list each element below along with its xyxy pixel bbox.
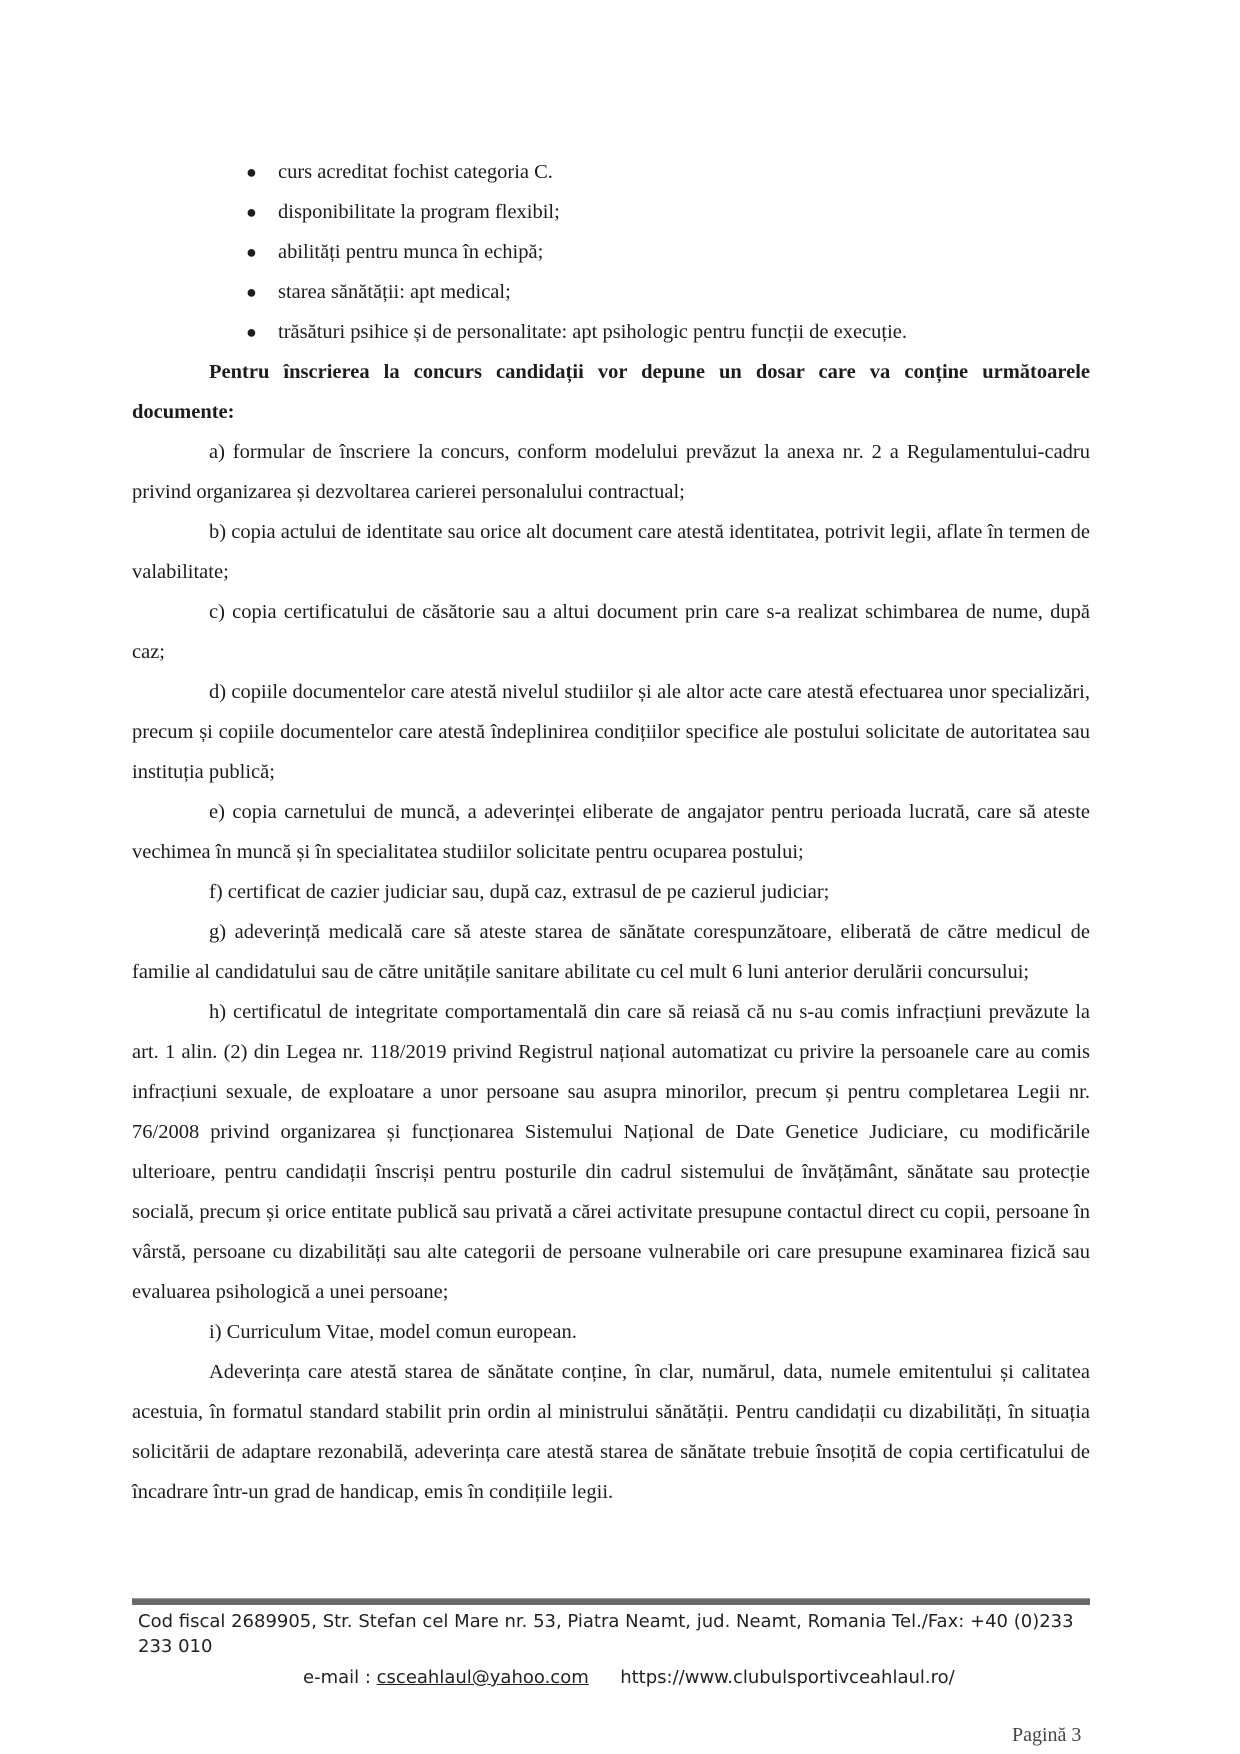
website-link[interactable]: https://www.clubulsportivceahlaul.ro/ (620, 1667, 955, 1688)
requirements-list (132, 152, 1090, 352)
documents-heading: Pentru înscrierea la concurs candidații vor depune un dosar care va conține următoarele documente: (132, 361, 1090, 423)
page-number: Pagină 3 (1012, 1724, 1082, 1746)
document-item-f: f) certificat de cazier judiciar sau, după caz, extrasul de pe cazierul judiciar; (209, 881, 830, 903)
bullet-icon: ● (246, 162, 257, 182)
document-item-b: b) copia actului de identitate sau orice alt document care atestă identitatea, potrivit legii, aflate în termen de valabilitate; (132, 521, 1090, 583)
document-item-i: i) Curriculum Vitae, model comun european. (209, 1321, 577, 1343)
bullet-icon: ● (246, 242, 257, 262)
list-item: ● disponibilitate la program flexibil; (132, 192, 1090, 232)
page-footer (138, 1609, 1088, 1690)
bullet-icon: ● (246, 322, 257, 342)
list-item: ● trăsături psihice și de personalitate: apt psihologic pentru funcții de execuție. (132, 312, 1090, 352)
document-item-d: d) copiile documentelor care atestă nivelul studiilor și ale altor acte care atestă efectuarea unor specializări, precum și copiile documentelor care atestă îndeplinirea condițiilor specifice ale postului solicitate de autoritatea sau instituția publică; (132, 681, 1090, 783)
email-label: e-mail : (303, 1667, 371, 1688)
list-item: ● curs acreditat fochist categoria C. (132, 152, 1090, 192)
footer-address: Cod fiscal 2689905, Str. Stefan cel Mare nr. 53, Piatra Neamt, jud. Neamt, Romania Tel./Fax: +40 (0)233 233 010 (138, 1611, 1074, 1657)
document-item-e: e) copia carnetului de muncă, a adeverinței eliberate de angajator pentru perioada lucrată, care să ateste vechimea în muncă și în specialitatea studiilor solicitate pentru ocuparea postului; (132, 801, 1090, 863)
email-link[interactable]: csceahlaul@yahoo.com (376, 1667, 589, 1688)
document-item-h: h) certificatul de integritate comportamentală din care să reiasă că nu s-au comis infracțiuni prevăzute la art. 1 alin. (2) din Legea nr. 118/2019 privind Registrul național automatizat cu privire la persoanele care au comis infracțiuni sexuale, de exploatare a unor persoane sau asupra minorilor, precum și pentru completarea Legii nr. 76/2008 privind organizarea și funcționarea Sistemului Național de Date Genetice Judiciare, cu modificările ulterioare, pentru candidații înscriși pentru posturile din cadrul sistemului de învățământ, sănătate sau protecție socială, precum și orice entitate publică sau privată a cărei activitate presupune contactul direct cu copii, persoane în vârstă, persoane cu dizabilități sau alte categorii de persoane vulnerabile ori care presupune examinarea fizică sau evaluarea psihologică a unei persoane; (132, 1001, 1090, 1303)
document-item-g: g) adeverință medicală care să ateste starea de sănătate corespunzătoare, eliberată de către medicul de familie al candidatului sau de către unitățile sanitare abilitate cu cel mult 6 luni anterior derulării concursului; (132, 921, 1090, 983)
list-item: ● abilități pentru munca în echipă; (132, 232, 1090, 272)
closing-paragraph: Adeverința care atestă starea de sănătate conține, în clar, numărul, data, numele emitentului și calitatea acestuia, în formatul standard stabilit prin ordin al ministrului sănătății. Pentru candidații cu dizabilități, în situația solicitării de adaptare rezonabilă, adeverința care atestă starea de sănătate trebuie însoțită de copia certificatului de încadrare într-un grad de handicap, emis în condițiile legii. (132, 1361, 1090, 1503)
bullet-icon: ● (246, 202, 257, 222)
document-item-c: c) copia certificatului de căsătorie sau a altui document prin care s-a realizat schimbarea de nume, după caz; (132, 601, 1090, 663)
bullet-icon: ● (246, 282, 257, 302)
footer-divider (132, 1598, 1090, 1605)
document-body (132, 152, 1090, 1512)
footer-contact (138, 1665, 1088, 1690)
list-item: ● starea sănătății: apt medical; (132, 272, 1090, 312)
document-item-a: a) formular de înscriere la concurs, conform modelului prevăzut la anexa nr. 2 a Regulamentului-cadru privind organizarea și dezvoltarea carierei personalului contractual; (132, 441, 1090, 503)
